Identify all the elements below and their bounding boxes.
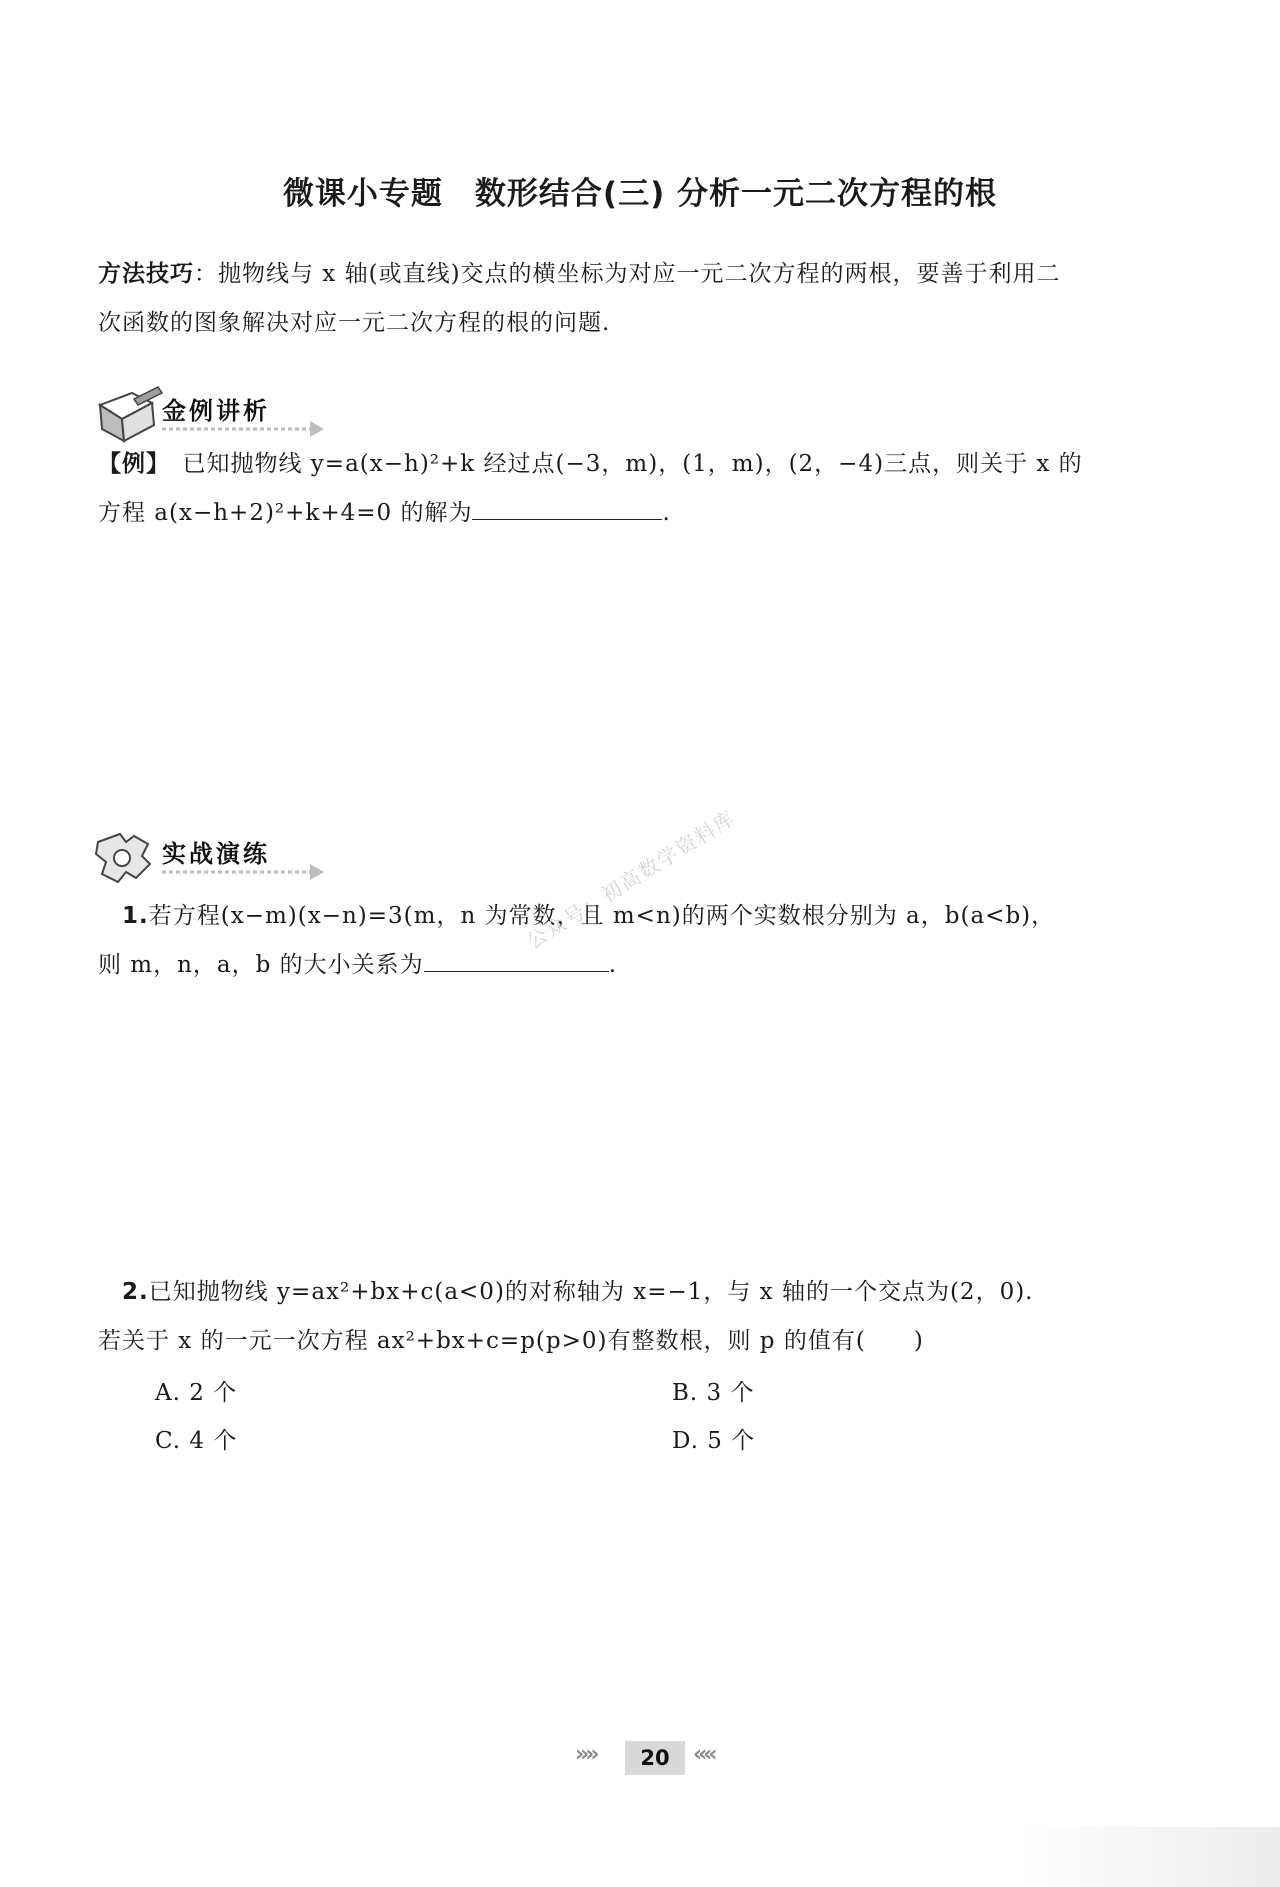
section-label-examples: 金例讲析 [162,397,270,425]
method-paragraph [98,250,1190,348]
question-2-line2: 若关于 x 的一元一次方程 ax²+bx+c=p(p>0)有整数根，则 p 的值有( ) [98,1328,924,1354]
question-1 [98,892,1190,990]
double-arrow-right-icon: »» [575,1742,596,1767]
method-label: 方法技巧 [98,261,194,287]
question-2-number: 2. [122,1279,149,1305]
example-tag: 【例】 [98,451,159,477]
page-number: 20 [625,1741,685,1775]
question-2 [98,1268,1190,1366]
question-1-end-period: . [608,952,617,978]
example-answer-blank[interactable] [472,491,662,520]
question-1-line1: 若方程(x−m)(x−n)=3(m，n 为常数，且 m<n)的两个实数根分别为 a，b(a<b)， [148,903,1056,929]
question-2-line1: 已知抛物线 y=ax²+bx+c(a<0)的对称轴为 x=−1，与 x 轴的一个交点为(2，0). [148,1279,1034,1305]
method-text-line2: 次函数的图象解决对应一元二次方程的根的问题. [98,310,611,336]
section-badge-examples [92,385,332,445]
double-arrow-left-icon: «« [693,1742,714,1767]
example-paragraph [98,440,1190,538]
question-1-line2: 则 m，n，a，b 的大小关系为 [98,952,424,978]
section-badge-practice [92,828,332,888]
option-c[interactable]: C. 4 个 [155,1428,238,1454]
example-line2: 方程 a(x−h+2)²+k+4=0 的解为 [98,500,473,526]
page-footer [575,1738,735,1778]
example-line1: 已知抛物线 y=a(x−h)²+k 经过点(−3，m)，(1，m)，(2，−4)三点，则关于 x 的 [182,451,1083,477]
option-a[interactable]: A. 2 个 [155,1380,238,1406]
option-b[interactable]: B. 3 个 [672,1380,755,1406]
scan-edge-shadow [1020,1827,1280,1887]
question-1-number: 1. [122,903,149,929]
option-d[interactable]: D. 5 个 [672,1428,756,1454]
section-label-practice: 实战演练 [162,840,270,868]
page-title: 微课小专题 数形结合(三) 分析一元二次方程的根 [282,176,998,212]
example-end-period: . [662,500,671,526]
question-1-answer-blank[interactable] [424,943,609,972]
watermark: 公众号：初高数学资料库 [522,805,741,954]
method-text-line1: ：抛物线与 x 轴(或直线)交点的横坐标为对应一元二次方程的两根，要善于利用二 [194,261,1061,287]
